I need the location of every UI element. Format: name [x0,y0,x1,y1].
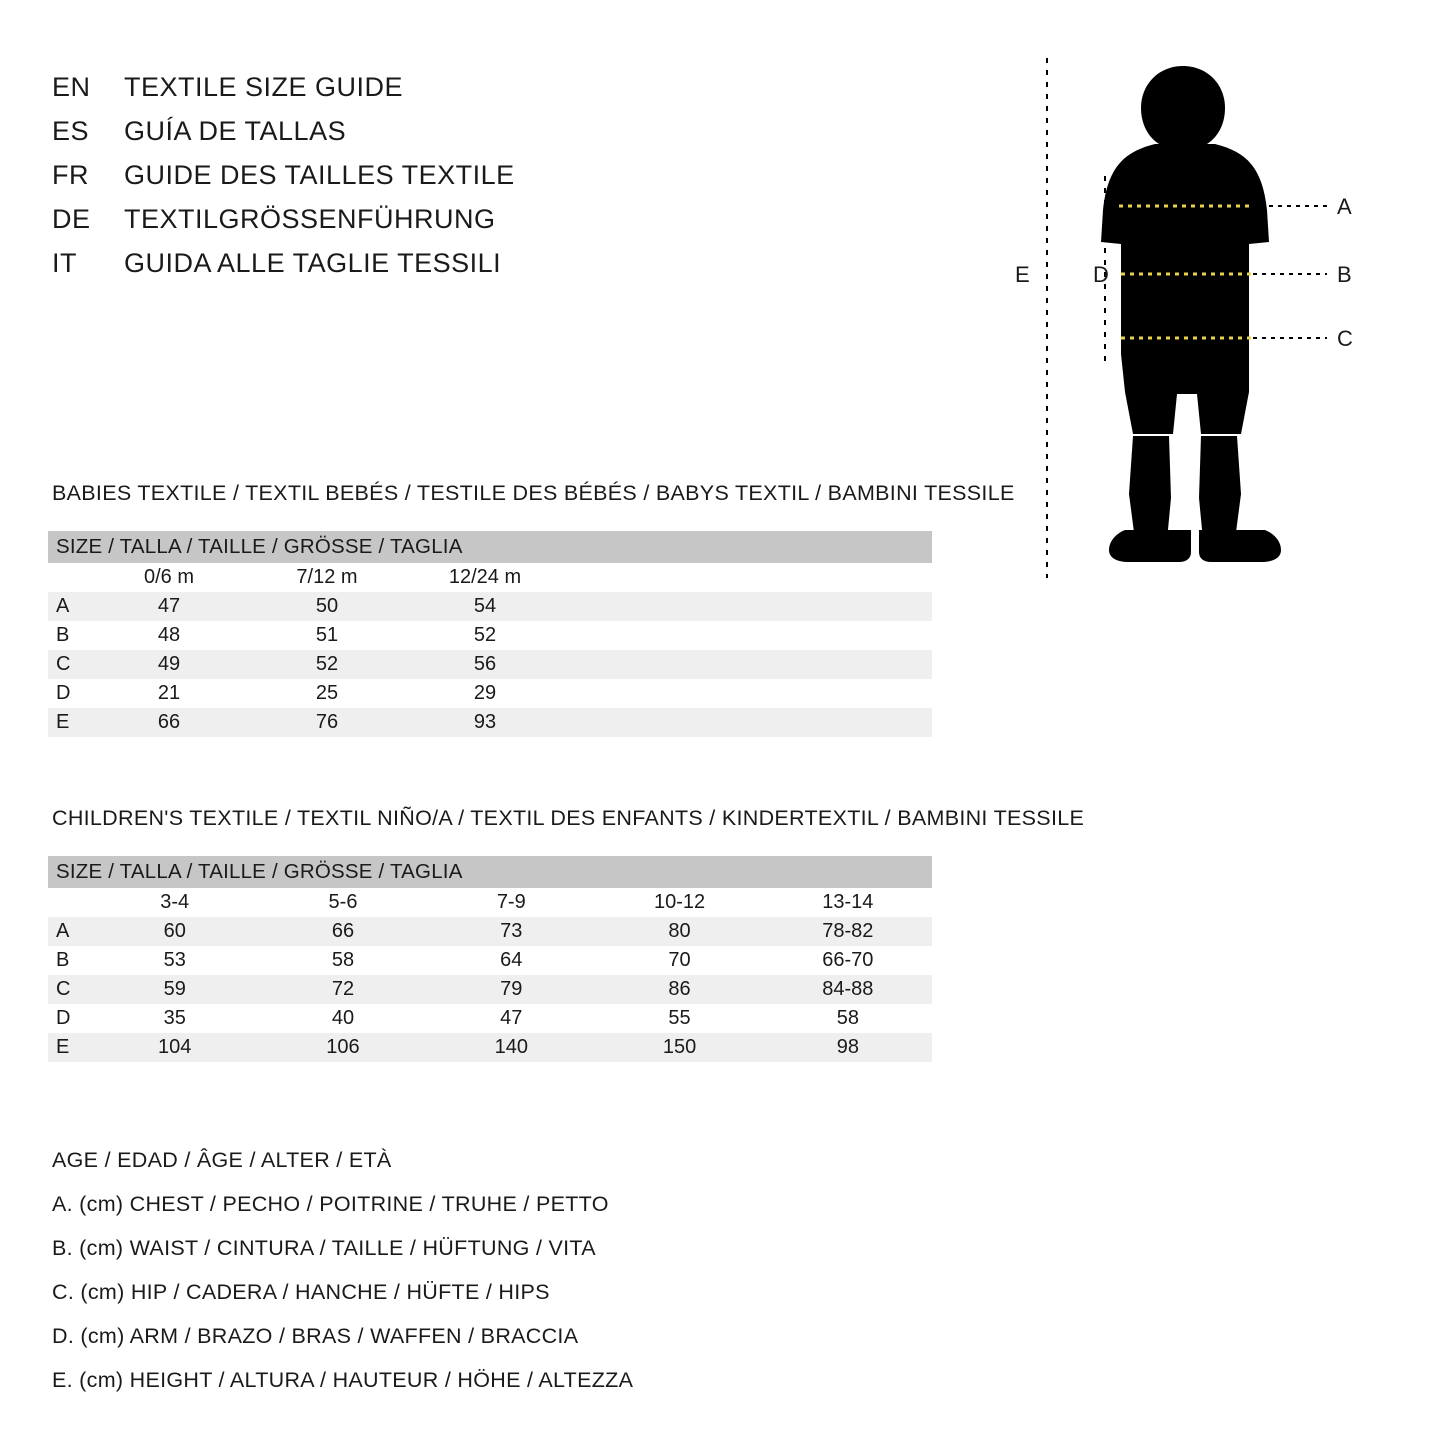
table-cell: 86 [595,975,763,1004]
legend-line: B. (cm) WAIST / CINTURA / TAILLE / HÜFTUNG / VITA [52,1236,596,1260]
marker-label-c: C [1337,326,1353,351]
table-cell: 64 [427,946,595,975]
language-title: GUIDE DES TAILLES TEXTILE [124,160,515,190]
table-column-row [48,563,932,592]
language-title: TEXTILE SIZE GUIDE [124,72,404,102]
table-column-row [48,888,932,917]
language-code: FR [52,160,89,190]
table-cell: 54 [406,592,564,621]
table-row [48,1033,932,1062]
table-cell: 25 [248,679,406,708]
row-label: D [48,1004,91,1033]
table-cell: 58 [764,1004,932,1033]
table-cell: 60 [91,917,259,946]
table-cell: 72 [259,975,427,1004]
table-cell: 70 [595,946,763,975]
table-row [48,621,932,650]
table-cell: 104 [91,1033,259,1062]
spacer-cell [564,592,932,621]
silhouette-shape [1101,66,1281,562]
spacer-cell [564,679,932,708]
legend-line: D. (cm) ARM / BRAZO / BRAS / WAFFEN / BRACCIA [52,1324,579,1348]
marker-label-e: E [1015,262,1030,287]
table-cell: 59 [91,975,259,1004]
table-row [48,679,932,708]
row-label: A [48,592,90,621]
language-code: DE [52,204,91,234]
table-cell: 56 [406,650,564,679]
table-row [48,650,932,679]
table-cell: 49 [90,650,248,679]
table-cell: 93 [406,708,564,737]
table-cell: 48 [90,621,248,650]
babies-size-table [48,531,932,737]
table-cell: 29 [406,679,564,708]
table-cell: 78-82 [764,917,932,946]
language-title: GUIDA ALLE TAGLIE TESSILI [124,248,502,278]
table-cell: 80 [595,917,763,946]
column-header: 5-6 [259,888,427,917]
column-header: 3-4 [91,888,259,917]
marker-label-b: B [1337,262,1352,287]
table-cell: 140 [427,1033,595,1062]
table-cell: 66 [90,708,248,737]
table-row [48,946,932,975]
column-header: 13-14 [764,888,932,917]
language-code: EN [52,72,91,102]
row-label: A [48,917,91,946]
column-header: 12/24 m [406,563,564,592]
table-row [48,917,932,946]
table-cell: 55 [595,1004,763,1033]
table-cell: 66-70 [764,946,932,975]
row-label: D [48,679,90,708]
legend-line: E. (cm) HEIGHT / ALTURA / HAUTEUR / HÖHE / ALTEZZA [52,1368,634,1392]
table-row [48,708,932,737]
row-label: B [48,946,91,975]
column-header: 7-9 [427,888,595,917]
marker-label-a: A [1337,194,1352,219]
spacer-cell [564,563,932,592]
language-row [52,204,752,248]
table-cell: 35 [91,1004,259,1033]
row-label: C [48,650,90,679]
row-label: B [48,621,90,650]
children-size-table [48,856,932,1062]
table-cell: 21 [90,679,248,708]
language-title-block [52,72,752,292]
table-cell: 66 [259,917,427,946]
table-cell: 79 [427,975,595,1004]
row-label: E [48,708,90,737]
table-cell: 76 [248,708,406,737]
language-row [52,160,752,204]
table-cell: 47 [90,592,248,621]
column-header: 7/12 m [248,563,406,592]
table-cell: 51 [248,621,406,650]
table-cell: 52 [248,650,406,679]
language-row [52,72,752,116]
row-label: C [48,975,91,1004]
table-cell: 84-88 [764,975,932,1004]
empty-corner-cell [48,563,90,592]
spacer-cell [564,621,932,650]
legend-line: C. (cm) HIP / CADERA / HANCHE / HÜFTE / HIPS [52,1280,550,1304]
table-cell: 53 [91,946,259,975]
column-header: 10-12 [595,888,763,917]
measurement-figure [1005,48,1425,588]
table-cell: 73 [427,917,595,946]
table-cell: 106 [259,1033,427,1062]
language-title: TEXTILGRÖSSENFÜHRUNG [124,204,496,234]
child-silhouette-icon [1005,48,1425,588]
language-code: IT [52,248,77,278]
babies-table-header: SIZE / TALLA / TAILLE / GRÖSSE / TAGLIA [48,531,932,563]
language-title: GUÍA DE TALLAS [124,116,347,146]
marker-label-d: D [1093,262,1109,287]
table-cell: 40 [259,1004,427,1033]
language-code: ES [52,116,90,146]
language-row [52,248,752,292]
legend-block [52,1138,952,1402]
table-cell: 50 [248,592,406,621]
table-cell: 150 [595,1033,763,1062]
row-label: E [48,1033,91,1062]
legend-line: AGE / EDAD / ÂGE / ALTER / ETÀ [52,1148,392,1172]
table-header-row [48,856,932,888]
table-row [48,975,932,1004]
table-cell: 98 [764,1033,932,1062]
table-row [48,592,932,621]
children-section-title: CHILDREN'S TEXTILE / TEXTIL NIÑO/A / TEXTIL DES ENFANTS / KINDERTEXTIL / BAMBINI TESSILE [52,806,1085,830]
table-cell: 58 [259,946,427,975]
babies-section-title: BABIES TEXTILE / TEXTIL BEBÉS / TESTILE DES BÉBÉS / BABYS TEXTIL / BAMBINI TESSILE [52,481,1015,505]
children-table-header: SIZE / TALLA / TAILLE / GRÖSSE / TAGLIA [48,856,932,888]
legend-line: A. (cm) CHEST / PECHO / POITRINE / TRUHE / PETTO [52,1192,609,1216]
table-header-row [48,531,932,563]
empty-corner-cell [48,888,91,917]
column-header: 0/6 m [90,563,248,592]
table-row [48,1004,932,1033]
table-cell: 52 [406,621,564,650]
table-cell: 47 [427,1004,595,1033]
language-row [52,116,752,160]
spacer-cell [564,650,932,679]
spacer-cell [564,708,932,737]
